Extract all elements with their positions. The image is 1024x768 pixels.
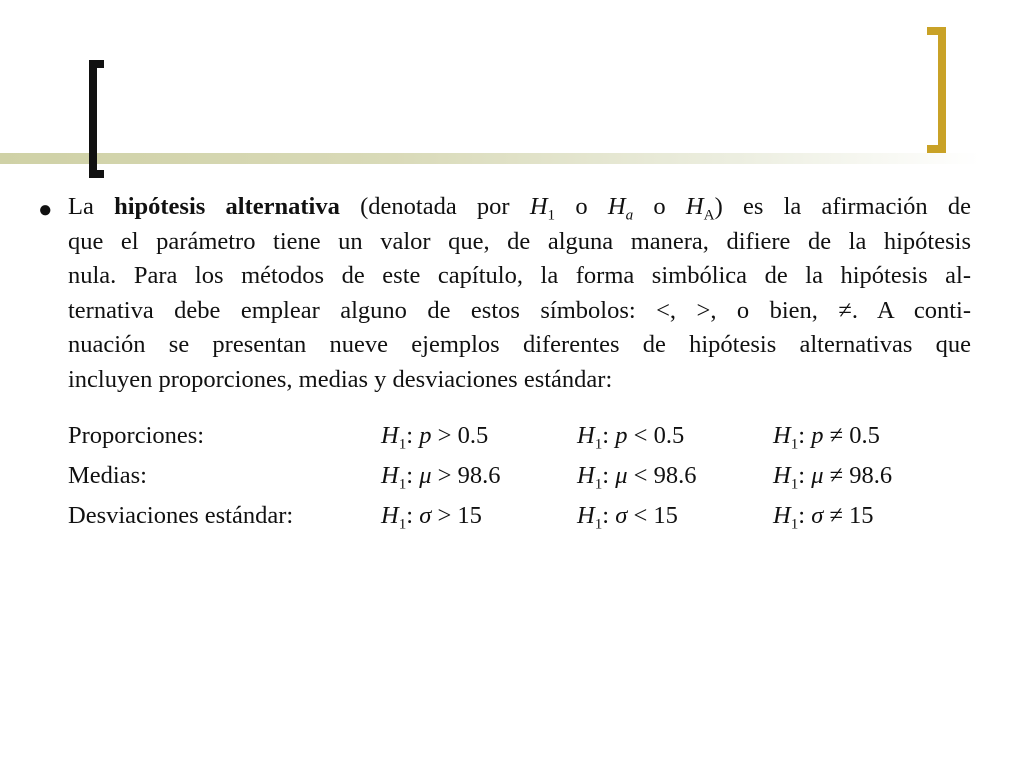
paragraph-line-4: ternativa debe emplear alguno de estos símbolos: <, >, o bien, ≠. A conti- bbox=[68, 296, 971, 324]
colon: : bbox=[406, 422, 420, 449]
symbol-h1: H bbox=[529, 193, 548, 220]
hypothesis-cell bbox=[381, 496, 482, 536]
value: 98.6 bbox=[849, 462, 893, 489]
symbol-ha: H bbox=[607, 193, 626, 220]
parameter-symbol: μ bbox=[615, 462, 628, 489]
parameter-symbol: p bbox=[419, 422, 432, 449]
decorative-bar bbox=[0, 153, 980, 164]
row-label: Medias: bbox=[68, 462, 147, 489]
h-subscript: 1 bbox=[790, 515, 799, 533]
h-subscript: 1 bbox=[594, 475, 603, 493]
h-subscript: 1 bbox=[398, 435, 407, 453]
hypothesis-cell bbox=[773, 416, 880, 456]
text-la: La bbox=[68, 193, 115, 220]
value: 0.5 bbox=[457, 422, 489, 449]
value: 98.6 bbox=[457, 462, 501, 489]
h-subscript: 1 bbox=[594, 515, 603, 533]
operator: ≠ bbox=[823, 422, 850, 449]
parameter-symbol: μ bbox=[419, 462, 432, 489]
operator: < bbox=[627, 502, 654, 529]
value: 0.5 bbox=[849, 422, 880, 449]
operator: ≠ bbox=[823, 502, 850, 529]
parameter-symbol: σ bbox=[419, 502, 432, 529]
colon: : bbox=[798, 422, 812, 449]
symbol-hA: H bbox=[685, 193, 704, 220]
h-subscript: 1 bbox=[398, 475, 407, 493]
colon: : bbox=[798, 462, 812, 489]
text-es-la-afirmacion: ) es la afirmación de bbox=[714, 193, 972, 220]
value: 15 bbox=[849, 502, 874, 529]
h-symbol: H bbox=[773, 502, 791, 529]
colon: : bbox=[602, 462, 616, 489]
h-symbol: H bbox=[773, 422, 791, 449]
h-symbol: H bbox=[577, 502, 595, 529]
subscript-1: 1 bbox=[547, 206, 556, 224]
value: 98.6 bbox=[653, 462, 697, 489]
h-subscript: 1 bbox=[790, 475, 799, 493]
subscript-a: a bbox=[625, 206, 634, 224]
paragraph-line-1 bbox=[68, 190, 971, 225]
operator: < bbox=[627, 422, 654, 449]
definition-paragraph bbox=[68, 190, 971, 398]
h-symbol: H bbox=[381, 502, 399, 529]
colon: : bbox=[406, 462, 420, 489]
parameter-symbol: p bbox=[615, 422, 628, 449]
hypothesis-cell bbox=[773, 496, 874, 536]
h-symbol: H bbox=[381, 462, 399, 489]
value: 15 bbox=[653, 502, 678, 529]
left-bracket-decoration bbox=[89, 60, 104, 178]
hypothesis-cell bbox=[381, 456, 501, 496]
parameter-symbol: σ bbox=[615, 502, 628, 529]
text-o-2: o bbox=[633, 193, 686, 220]
h-subscript: 1 bbox=[594, 435, 603, 453]
right-bracket-decoration bbox=[927, 27, 946, 153]
h-symbol: H bbox=[577, 462, 595, 489]
hypothesis-cell bbox=[577, 496, 678, 536]
operator: > bbox=[431, 462, 458, 489]
row-label: Proporciones: bbox=[68, 422, 205, 449]
text-o-1: o bbox=[555, 193, 608, 220]
operator: > bbox=[431, 422, 458, 449]
row-label: Desviaciones estándar: bbox=[68, 502, 294, 529]
operator: ≠ bbox=[823, 462, 850, 489]
paragraph-line-6: incluyen proporciones, medias y desviaciones estándar: bbox=[68, 365, 613, 393]
hypothesis-cell bbox=[577, 416, 684, 456]
colon: : bbox=[798, 502, 812, 529]
parameter-symbol: p bbox=[811, 422, 824, 449]
operator: > bbox=[431, 502, 458, 529]
paragraph-line-2: que el parámetro tiene un valor que, de alguna manera, difiere de la hipótesis bbox=[68, 227, 971, 255]
text-denotada-por: (denotada por bbox=[339, 193, 530, 220]
h-symbol: H bbox=[381, 422, 399, 449]
colon: : bbox=[602, 422, 616, 449]
colon: : bbox=[406, 502, 420, 529]
paragraph-line-3: nula. Para los métodos de este capítulo, la forma simbólica de la hipótesis al- bbox=[68, 262, 971, 290]
h-symbol: H bbox=[773, 462, 791, 489]
paragraph-line-5: nuación se presentan nueve ejemplos diferentes de hipótesis alternativas que bbox=[68, 331, 971, 359]
h-subscript: 1 bbox=[790, 435, 799, 453]
operator: < bbox=[627, 462, 654, 489]
hypothesis-cell bbox=[381, 416, 488, 456]
parameter-symbol: μ bbox=[811, 462, 824, 489]
colon: : bbox=[602, 502, 616, 529]
term-hipotesis-alternativa: hipótesis alternativa bbox=[114, 193, 340, 220]
value: 0.5 bbox=[653, 422, 685, 449]
value: 15 bbox=[457, 502, 482, 529]
h-subscript: 1 bbox=[398, 515, 407, 533]
bullet-icon: ● bbox=[38, 197, 53, 223]
h-symbol: H bbox=[577, 422, 595, 449]
subscript-A: A bbox=[703, 206, 715, 224]
hypothesis-cell bbox=[773, 456, 892, 496]
parameter-symbol: σ bbox=[811, 502, 824, 529]
hypothesis-cell bbox=[577, 456, 697, 496]
